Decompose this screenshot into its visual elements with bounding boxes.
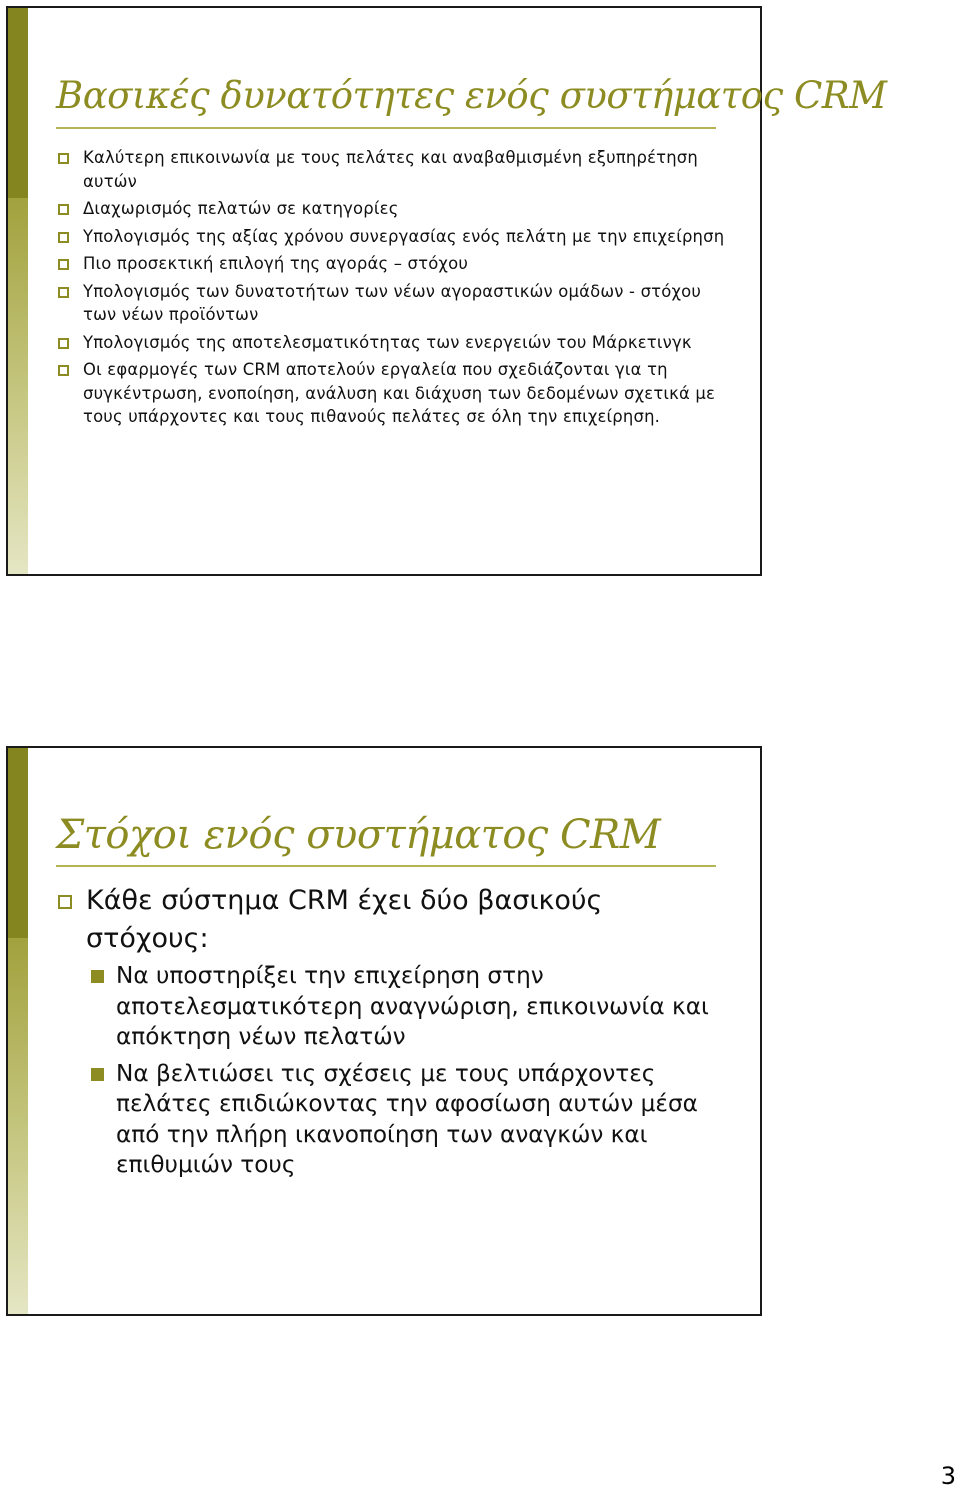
list-item bbox=[56, 252, 736, 276]
bullet-text: Υπολογισμός των δυνατοτήτων των νέων αγοραστικών ομάδων - στόχου των νέων προϊόντων bbox=[83, 281, 702, 324]
slide-title: Στόχοι ενός συστήματος CRM bbox=[56, 812, 661, 858]
bullet-text: Καλύτερη επικοινωνία με τους πελάτες και αναβαθμισμένη εξυπηρέτηση αυτών bbox=[83, 148, 698, 191]
bullet-list bbox=[56, 146, 736, 433]
sub-bullet-list bbox=[90, 961, 720, 1187]
bullet-text: Υπολογισμός της αποτελεσματικότητας των ενεργειών του Μάρκετινγκ bbox=[83, 332, 692, 352]
list-item bbox=[56, 331, 736, 355]
bullet-text: Κάθε σύστημα CRM έχει δύο βασικούς στόχους: bbox=[86, 885, 603, 954]
slide-title: Βασικές δυνατότητες ενός συστήματος CRM bbox=[56, 74, 887, 117]
bullet-list bbox=[56, 882, 676, 958]
title-underline bbox=[56, 127, 716, 129]
hollow-square-bullet-icon bbox=[58, 287, 69, 298]
slide-side-bar bbox=[8, 8, 28, 574]
hollow-square-bullet-icon bbox=[58, 204, 69, 215]
bullet-text: Να υποστηρίξει την επιχείρηση στην αποτελεσματικότερη αναγνώριση, επικοινωνία και απόκτηση νέων πελατών bbox=[116, 962, 709, 1050]
bullet-text: Πιο προσεκτική επιλογή της αγοράς – στόχου bbox=[83, 254, 469, 273]
title-underline bbox=[56, 865, 716, 867]
slide-side-bar bbox=[8, 748, 28, 1314]
page-number: 3 bbox=[940, 1462, 956, 1490]
filled-square-bullet-icon bbox=[91, 1068, 104, 1081]
slide-2 bbox=[6, 746, 762, 1316]
filled-square-bullet-icon bbox=[91, 970, 104, 983]
side-bar-dark-segment bbox=[8, 748, 28, 938]
hollow-square-bullet-icon bbox=[58, 259, 69, 270]
list-item bbox=[90, 961, 720, 1053]
hollow-square-bullet-icon bbox=[58, 338, 69, 349]
list-item bbox=[56, 146, 736, 193]
bullet-text: Υπολογισμός της αξίας χρόνου συνεργασίας ενός πελάτη με την επιχείρηση bbox=[83, 226, 725, 246]
list-item bbox=[56, 882, 676, 958]
list-item bbox=[56, 280, 736, 327]
bullet-text: Διαχωρισμός πελατών σε κατηγορίες bbox=[83, 199, 399, 218]
side-bar-dark-segment bbox=[8, 8, 28, 198]
hollow-square-bullet-icon bbox=[58, 365, 69, 376]
list-item bbox=[90, 1059, 720, 1181]
bullet-text: Οι εφαρμογές των CRM αποτελούν εργαλεία που σχεδιάζονται για τη συγκέντρωση, ενοποίηση, ανάλυση και διάχυση των δεδομένων σχετικά με τους υπάρχοντες και τους πιθανούς πελάτες σε όλη την επιχείρηση. bbox=[83, 360, 716, 426]
hollow-square-bullet-icon bbox=[58, 232, 69, 243]
list-item bbox=[56, 358, 736, 429]
hollow-square-bullet-icon bbox=[58, 153, 69, 164]
list-item bbox=[56, 197, 736, 221]
hollow-square-bullet-icon bbox=[58, 895, 72, 909]
bullet-text: Να βελτιώσει τις σχέσεις με τους υπάρχοντες πελάτες επιδιώκοντας την αφοσίωση αυτών μέσα από την πλήρη ικανοποίηση των αναγκών και επιθυμιών τους bbox=[116, 1059, 698, 1178]
list-item bbox=[56, 225, 736, 249]
slide-1 bbox=[6, 6, 887, 576]
